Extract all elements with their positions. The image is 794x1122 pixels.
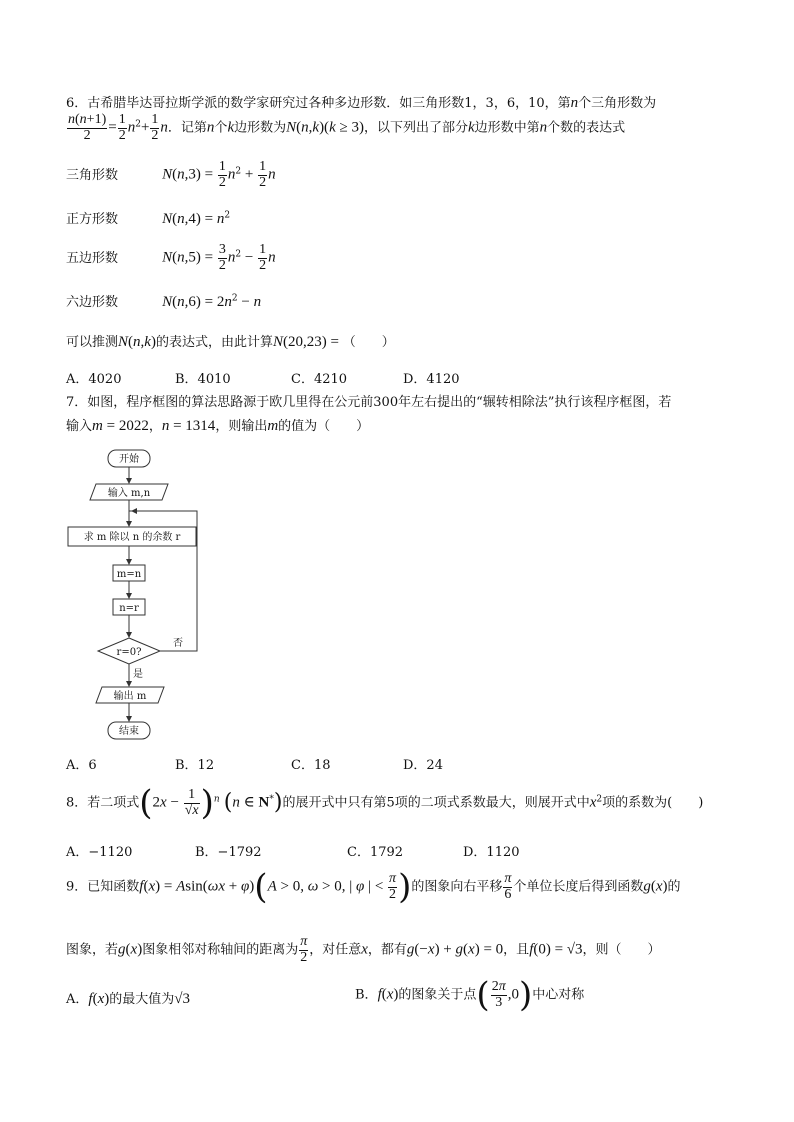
q7-line2-a: 输入 bbox=[66, 419, 93, 434]
q7-option-b[interactable]: B．12 bbox=[175, 758, 215, 773]
flow-no-label: 否 bbox=[173, 638, 183, 649]
flow-end-label: 结束 bbox=[119, 726, 139, 737]
q9-mid2: 个单位长度后得到函数 bbox=[513, 879, 644, 895]
q9-option-b-end: 中心对称 bbox=[532, 987, 585, 1003]
q6-option-b[interactable]: B．4010 bbox=[175, 372, 231, 387]
q6-line2-c: 边形数为 bbox=[234, 120, 287, 136]
q8-option-d[interactable]: D．1120 bbox=[463, 845, 520, 860]
q6-line2-b: 个 bbox=[214, 120, 228, 136]
q6-row-square: 正方形数 $N(n,4) = n^2$ bbox=[66, 208, 230, 228]
q9-line2-d: ，都有 bbox=[367, 942, 407, 958]
flow-yes-label: 是 bbox=[133, 669, 143, 680]
q6-triangular-fraction: $\frac{n(n+1)}{2}$ bbox=[68, 112, 107, 143]
flow-process-label: 求 m 除以 n 的余数 r bbox=[83, 532, 181, 543]
q8-prefix: 8．若二项式 bbox=[66, 795, 140, 811]
q9-option-b[interactable]: B．f(x)的图象关于点( $\frac{2\pi}{3}$ ,0)中心对称 bbox=[355, 975, 585, 1016]
q6-row-hexagon: 六边形数 $N(n,6) = 2n^2 - n$ bbox=[66, 291, 261, 311]
q7-option-a[interactable]: A．6 bbox=[66, 758, 97, 773]
q7-option-c[interactable]: C．18 bbox=[291, 758, 331, 773]
q6-line2-e: 边形数中第 bbox=[474, 120, 540, 136]
q6-ask-b: 的表达式，由此计算 bbox=[155, 335, 273, 350]
q6-row-label: 正方形数 bbox=[66, 212, 119, 227]
q6-line2-f: 个数的表达式 bbox=[547, 120, 626, 136]
q6-ask-a: 可以推测 bbox=[66, 335, 119, 350]
q6-row-label: 三角形数 bbox=[66, 167, 119, 183]
q6-line2-a: ．记第 bbox=[167, 120, 207, 136]
q8-suffix: 项的系数为( ) bbox=[602, 795, 704, 811]
q8-option-b[interactable]: B．−1792 bbox=[195, 845, 262, 860]
q9-line2-f: ，则（ ） bbox=[582, 942, 661, 958]
q9-line2-e: ，且 bbox=[503, 942, 530, 958]
q8-middle: 的展开式中只有第5项的二项式系数最大，则展开式中 bbox=[282, 795, 590, 811]
q9-end1: 的 bbox=[667, 879, 681, 895]
q9-option-a-letter: A． bbox=[66, 992, 89, 1007]
q9-prefix: 9．已知函数 bbox=[66, 879, 140, 895]
q7-option-d[interactable]: D．24 bbox=[403, 758, 443, 773]
flow-input-label: 输入 m,n bbox=[107, 488, 151, 499]
q9-option-b-letter: B． bbox=[355, 987, 378, 1003]
q9-line2: 图象，若g(x)图象相邻对称轴间的距离为 $\frac{\pi}{2}$ ，对任意x，都有g(−x) + g(x) = 0，且f(0) = √3，则（ ） bbox=[66, 934, 661, 965]
flow-assign2-label: n=r bbox=[119, 603, 139, 614]
q6-row-triangle: 三角形数 N(n,3) = $\frac{1}{2}$ $n^2$ + $\frac{1}{2}$ n bbox=[66, 159, 276, 190]
q6-line1-text: 6．古希腊毕达哥拉斯学派的数学家研究过各种多边形数．如三角形数1，3，6，10，第 bbox=[66, 96, 571, 111]
q6-option-d[interactable]: D．4120 bbox=[403, 372, 460, 387]
q6-row-pentagon: 五边形数 N(n,5) = $\frac{3}{2}$ $n^2$ − $\frac{1}{2}$ n bbox=[66, 242, 276, 273]
q9-line1: 9．已知函数f(x) = Asin(ωx + φ)(A > 0, ω > 0, | φ | < $\frac{\pi}{2}$ )的图象向右平移 $\frac{\pi}{6}$ 个单位长度后得到函数g(x)的 bbox=[66, 867, 681, 908]
flow-output-label: 输出 m bbox=[113, 691, 147, 702]
q9-mid1: 的图象向右平移 bbox=[411, 879, 503, 895]
q9-line2-a: 图象，若 bbox=[66, 942, 119, 958]
q6-question: 可以推测N(n,k)的表达式，由此计算N(20,23) = （ ） bbox=[66, 334, 395, 350]
q9-line2-c: ，对任意 bbox=[309, 942, 362, 958]
flow-decision-label: r=0? bbox=[116, 647, 142, 658]
q8-option-a[interactable]: A．−1120 bbox=[66, 845, 133, 860]
q7-flowchart bbox=[60, 446, 220, 744]
q6-line2: $\frac{n(n+1)}{2}$ = $\frac{1}{2}$ $n^2+$ $\frac{1}{2}$ n．记第n个k边形数为N(n,k)(k ≥ 3)，以下列出了部分k边形数中第n个数的表达式 bbox=[68, 112, 626, 143]
q9-option-b-text: 的图象关于点 bbox=[398, 987, 477, 1003]
q9-option-a-text: 的最大值为 bbox=[109, 992, 175, 1007]
q8-option-c[interactable]: C．1792 bbox=[347, 845, 404, 860]
q9-option-a[interactable]: A．f(x)的最大值为√3 bbox=[66, 991, 190, 1007]
q6-ask-c: （ ） bbox=[342, 335, 395, 350]
flow-assign1-label: m=n bbox=[116, 569, 142, 580]
q6-option-a[interactable]: A．4020 bbox=[66, 372, 122, 387]
q7-line2: 输入m = 2022，n = 1314，则输出m的值为（ ） bbox=[66, 418, 370, 434]
q6-line2-d: ，以下列出了部分 bbox=[363, 120, 468, 136]
q7-line2-c: 的值为（ ） bbox=[278, 419, 370, 434]
q6-row-label: 六边形数 bbox=[66, 295, 119, 310]
q7-line1: 7．如图，程序框图的算法思路源于欧几里得在公元前300年左右提出的“辗转相除法”执行该程序框图，若 bbox=[66, 395, 672, 410]
q9-line2-b: 图象相邻对称轴间的距离为 bbox=[142, 942, 299, 958]
q7-line2-b: ，则输出 bbox=[215, 419, 268, 434]
q6-option-c[interactable]: C．4210 bbox=[291, 372, 348, 387]
q6-line1-var: n bbox=[570, 95, 579, 111]
q6-line1 bbox=[66, 92, 656, 112]
flow-start-label: 开始 bbox=[119, 454, 139, 465]
q6-line1-end: 个三角形数为 bbox=[578, 96, 657, 111]
q8-line: 8．若二项式(2x − $\frac{1}{√x}$ )$^n$ (n ∈ N*)的展开式中只有第5项的二项式系数最大，则展开式中$x^2$项的系数为( ) bbox=[66, 783, 704, 824]
q6-row-label: 五边形数 bbox=[66, 250, 119, 266]
